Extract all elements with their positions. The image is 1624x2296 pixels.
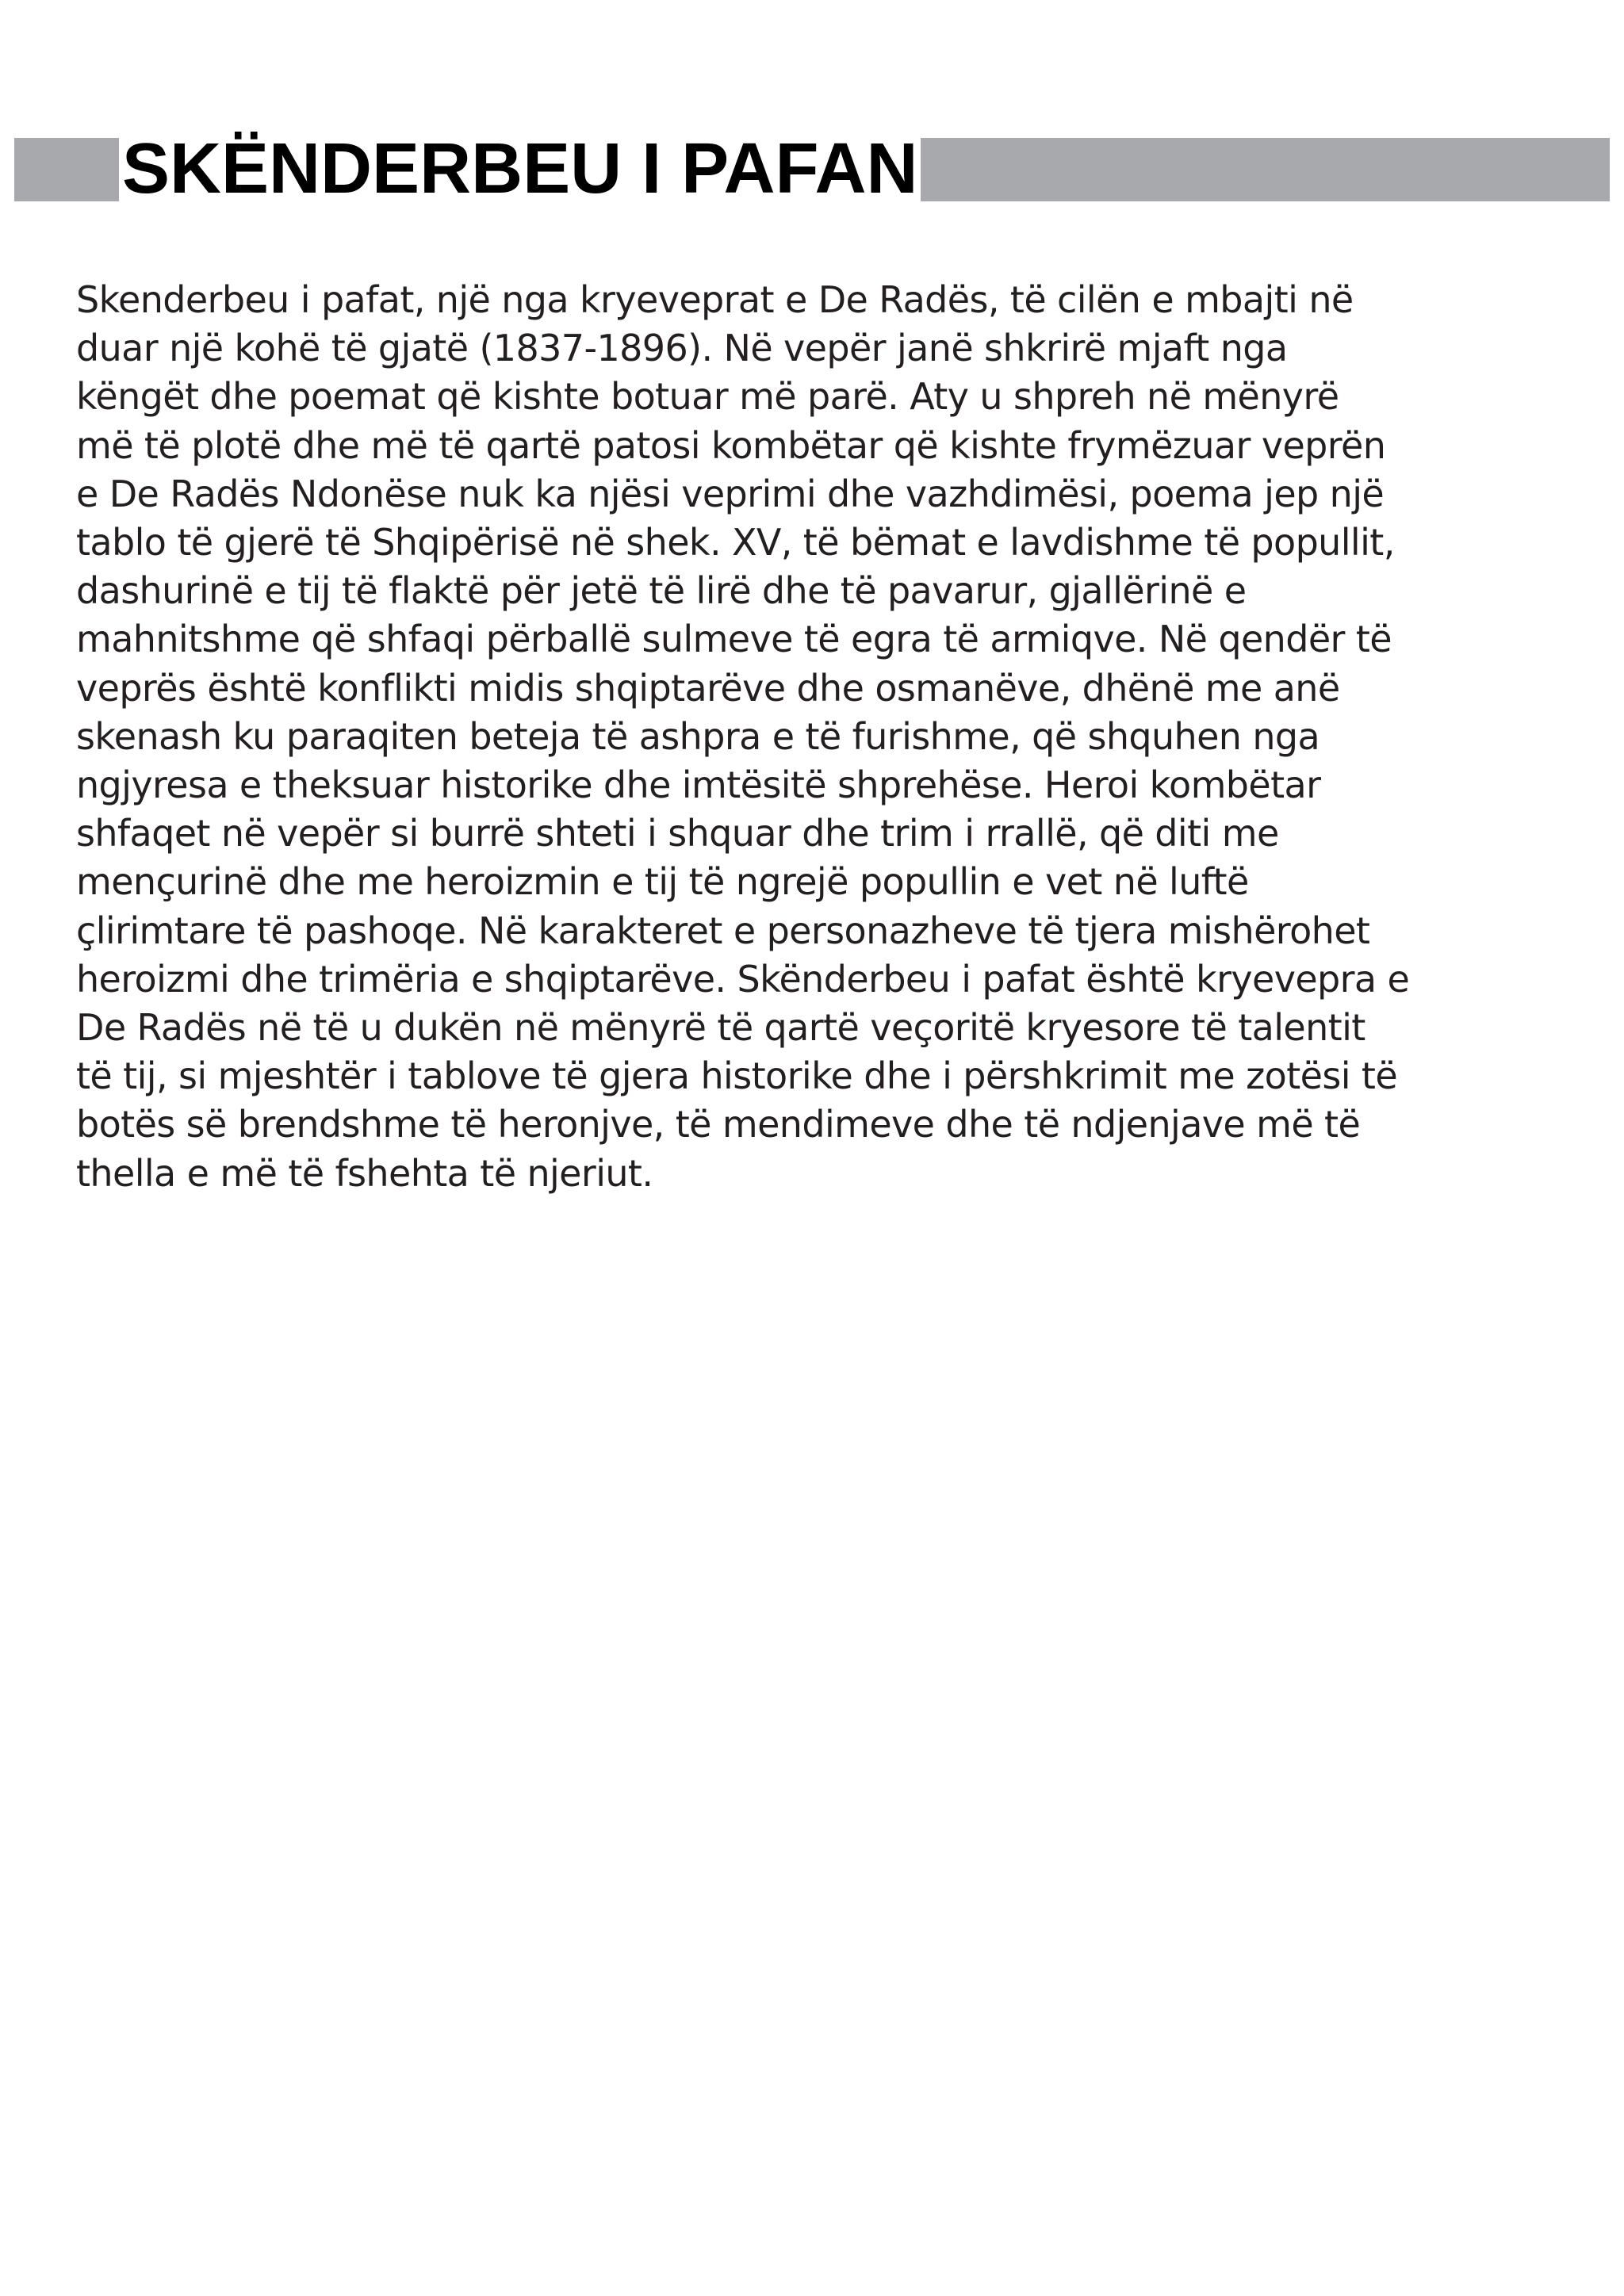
paragraph-line: këngët dhe poemat që kishte botuar më parë. Aty u shpreh në mënyrë	[76, 375, 1339, 419]
title-band-left	[14, 138, 133, 201]
paragraph-line: veprës është konflikti midis shqiptarëve dhe osmanëve, dhënë me anë	[76, 666, 1340, 710]
paragraph-line: mahnitshme që shfaqi përballë sulmeve të egra të armiqve. Në qendër të	[76, 618, 1392, 661]
title-band-right	[850, 138, 1610, 201]
paragraph-line: shfaqet në vepër si burrë shteti i shquar dhe trim i rrallë, që diti me	[76, 812, 1279, 855]
paragraph-line: skenash ku paraqiten beteja të ashpra e të furishme, që shquhen nga	[76, 714, 1320, 758]
paragraph-line: tablo të gjerë të Shqipërisë në shek. XV, të bëmat e lavdishme të popullit,	[76, 521, 1395, 564]
paragraph-line: të tij, si mjeshtër i tablove të gjera historike dhe i përshkrimit me zotësi të	[76, 1054, 1398, 1098]
paragraph-line: e De Radës Ndonëse nuk ka njësi veprimi dhe vazhdimësi, poema jep një	[76, 472, 1385, 515]
paragraph-line: ngjyresa e theksuar historike dhe imtësitë shprehëse. Heroi kombëtar	[76, 763, 1321, 807]
page-title: SKËNDERBEU I PAFAN	[119, 125, 921, 212]
paragraph-line: botës së brendshme të heronjve, të mendimeve dhe të ndjenjave më të	[76, 1103, 1361, 1146]
paragraph-line: Skenderbeu i pafat, një nga kryeveprat e De Radës, të cilën e mbajti në	[76, 278, 1354, 321]
paragraph-line: dashurinë e tij të flaktë për jetë të lirë dhe të pavarur, gjallërinë e	[76, 569, 1247, 613]
paragraph-line: De Radës në të u dukën në mënyrë të qartë veçoritë kryesore të talentit	[76, 1006, 1365, 1050]
paragraph-line: duar një kohë të gjatë (1837-1896). Në vepër janë shkrirë mjaft nga	[76, 327, 1288, 370]
paragraph-line: më të plotë dhe më të qartë patosi kombëtar që kishte frymëzuar veprën	[76, 423, 1386, 467]
paragraph-line: thella e më të fshehta të njeriut.	[76, 1151, 653, 1195]
paragraph-line: mençurinë dhe me heroizmin e tij të ngrejë popullin e vet në luftë	[76, 860, 1249, 904]
paragraph-line: heroizmi dhe trimëria e shqiptarëve. Skënderbeu i pafat është kryevepra e	[76, 957, 1410, 1001]
paragraph-line: çlirimtare të pashoqe. Në karakteret e personazheve të tjera mishërohet	[76, 909, 1370, 952]
body-paragraph	[76, 276, 1567, 1198]
